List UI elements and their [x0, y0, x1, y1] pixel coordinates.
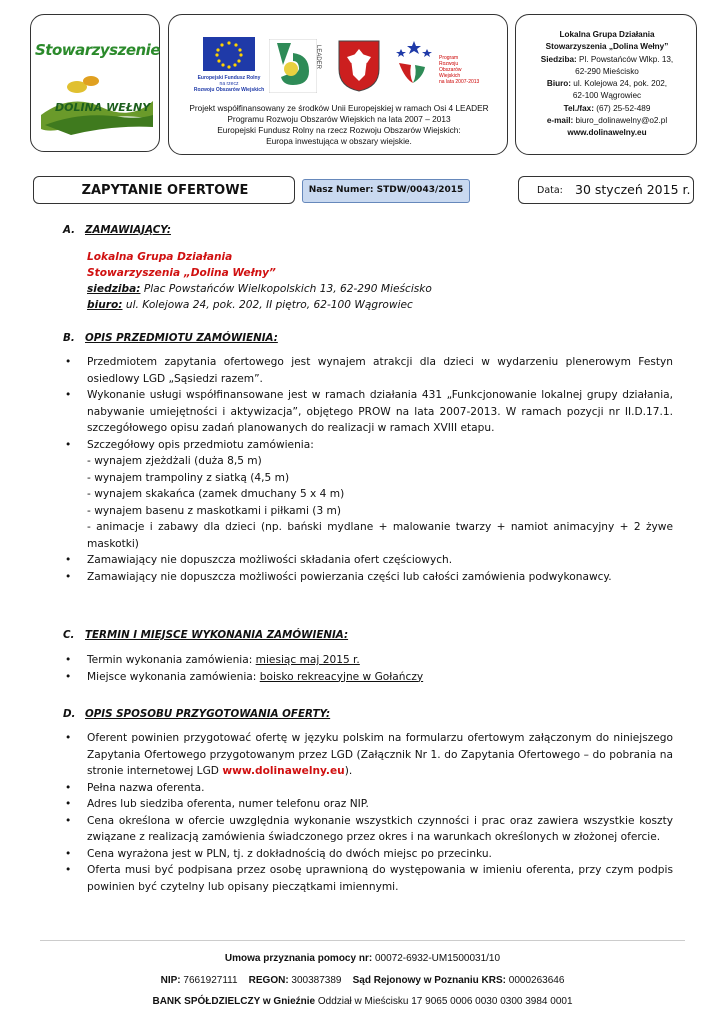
document-title: ZAPYTANIE OFERTOWE [81, 183, 249, 198]
list-item: • Zamawiający nie dopuszcza możliwości powierzania części lub całości zamówienia podwykonawcy. [63, 569, 673, 586]
eu-flag-icon [203, 37, 255, 71]
section-title: OPIS SPOSOBU PRZYGOTOWANIA OFERTY: [85, 708, 331, 720]
funding-line: Programu Rozwoju Obszarów Wiejskich na lata 2007 – 2013 [227, 114, 451, 124]
offer-text-end: ). [344, 765, 353, 777]
contact-email-value[interactable]: biuro_dolinawelny@o2.pl [573, 116, 668, 126]
footer-line-1 [0, 953, 725, 964]
contact-seat-label: Siedziba: [540, 54, 577, 64]
section-letter: B. [63, 332, 75, 344]
client-seat-label: siedziba: [87, 283, 141, 295]
logo-graphic [31, 15, 159, 151]
section-d-list [63, 730, 673, 895]
list-item: • Pełna nazwa oferenta. [63, 780, 673, 797]
contact-seat-value2: 62-290 Mieścisko [575, 66, 639, 76]
funding-line: Europejski Fundusz Rolny na rzecz Rozwoju Obszarów Wiejskich: [217, 125, 461, 135]
footer-line-2 [0, 975, 725, 986]
eu-label-3: Rozwoju Obszarów Wiejskich [193, 87, 265, 93]
term-label: Termin wykonania zamówienia: [87, 654, 256, 666]
eu-label-1: Europejski Fundusz Rolny [197, 75, 261, 81]
footer-line-3 [0, 996, 725, 1007]
contact-office-label: Biuro: [546, 79, 572, 89]
section-title: ZAMAWIAJĄCY: [85, 224, 171, 236]
program-label-3: Obszarów [439, 67, 462, 73]
contact-org2: Stowarzyszenia „Dolina Wełny” [545, 42, 669, 52]
contact-seat-value: Pl. Powstańców Wlkp. 13, [576, 54, 674, 64]
list-subitem: - wynajem zjeżdżali (duża 8,5 m) [87, 455, 262, 467]
client-org1: Lokalna Grupa Działania [87, 251, 233, 263]
prow-logo-icon [391, 39, 437, 85]
logo-box [30, 14, 160, 152]
contact-tel-value: (67) 25-52-489 [593, 103, 651, 113]
list-item [63, 669, 673, 686]
list-subitem: - wynajem trampoliny z siatką (4,5 m) [87, 471, 290, 484]
coat-of-arms-icon [337, 39, 381, 93]
eu-label-2: na rzecz [219, 81, 239, 87]
section-letter: A. [63, 224, 76, 236]
client-office [87, 297, 413, 314]
program-label-1: Program [439, 55, 459, 61]
document-number: Nasz Numer: STDW/0043/2015 [308, 185, 464, 195]
section-letter: D. [63, 708, 76, 720]
contact-tel-label: Tel./fax: [563, 103, 594, 113]
number-box [302, 179, 470, 203]
place-label: Miejsce wykonania zamówienia: [87, 670, 260, 683]
agreement-value: 00072-6932-UM1500031/10 [372, 953, 501, 964]
contact-org1: Lokalna Grupa Działania [559, 30, 655, 39]
krs-value: 0000263646 [505, 975, 565, 986]
list-item-intro: • Szczegółowy opis przedmiotu zamówienia: [87, 438, 314, 451]
contact-email-label: e-mail: [546, 116, 574, 126]
funding-text [169, 103, 509, 147]
contact-block [516, 29, 698, 140]
title-box [33, 176, 295, 204]
list-item: • Zamawiający nie dopuszcza możliwości składania ofert częściowych. [63, 552, 673, 569]
list-item: • Cena określona w ofercie uwzględnia wykonanie wszystkich czynności i prac oraz zawiera wszystkie koszty związane z realizacją zamówienia świadczonego przez okres i na warunkach określonych w złożonej ofercie. [63, 813, 673, 846]
nip-value: 7661927111 [180, 975, 238, 986]
date-box [518, 176, 694, 204]
footer-divider [40, 940, 685, 941]
list-item: • Adres lub siedziba oferenta, numer telefonu oraz NIP. [63, 796, 673, 813]
list-item: • Przedmiotem zapytania ofertowego jest wynajem atrakcji dla dzieci w wydarzeniu plenerowym Festyn osiedlowy LGD „Sąsiedzi razem”. [63, 354, 673, 387]
client-seat [87, 281, 432, 298]
regon-label: REGON: [248, 975, 289, 986]
agreement-label: Umowa przyznania pomocy nr: [224, 953, 373, 964]
list-item [63, 730, 673, 780]
section-d-heading [63, 708, 330, 720]
funding-line: Projekt współfinansowany ze środków Unii Europejskiej w ramach Osi 4 LEADER [189, 103, 489, 113]
section-title: OPIS PRZEDMIOTU ZAMÓWIENIA: [85, 332, 278, 344]
funding-box [168, 14, 508, 155]
section-b-heading [63, 332, 278, 344]
program-label-4: Wiejskich [439, 73, 461, 79]
program-label-5: na lata 2007-2013 [439, 79, 480, 85]
leader-logo-icon [269, 39, 317, 93]
section-c-list [63, 652, 673, 685]
leader-label: LEADER [315, 45, 321, 70]
logo-line2: DOLINA WEŁNY [55, 101, 151, 114]
list-subitem: - animacje i zabawy dla dzieci (np. bański mydlane + malowanie twarzy + namiot animacyjny + 2 żywe maskotki) [87, 521, 673, 550]
client-office-label: biuro: [87, 299, 123, 311]
section-c-heading [63, 629, 348, 641]
contact-office-value: ul. Kolejowa 24, pok. 202, [571, 79, 668, 89]
list-item: • Oferta musi być podpisana przez osobę uprawnioną do występowania w imieniu oferenta, przy czym podpis powinien być czytelny lub opisany pieczątkami imiennymi. [63, 862, 673, 895]
date-label: Data: [537, 185, 563, 196]
list-item [63, 437, 673, 553]
list-subitem: - wynajem skakańca (zamek dmuchany 5 x 4 m) [87, 488, 345, 500]
section-title: TERMIN I MIEJSCE WYKONANIA ZAMÓWIENIA: [85, 629, 349, 641]
program-label-2: Rozwoju [439, 61, 459, 67]
client-org2: Stowarzyszenia „Dolina Wełny” [87, 267, 276, 279]
list-subitem: - wynajem basenu z maskotkami i piłkami (3 m) [87, 504, 342, 517]
client-office-value: ul. Kolejowa 24, pok. 202, II piętro, 62-100 Wągrowiec [122, 299, 413, 311]
logo-line1: Stowarzyszenie [35, 41, 160, 59]
section-letter: C. [63, 629, 75, 641]
date-value: 30 styczeń 2015 r. [575, 182, 691, 197]
krs-label: Sąd Rejonowy w Poznaniu KRS: [352, 975, 506, 986]
bank-value: Oddział w Mieścisku 17 9065 0006 0030 0300 3984 0001 [315, 996, 573, 1007]
regon-value: 300387389 [288, 975, 342, 986]
term-value: miesiąc maj 2015 r. [255, 654, 360, 666]
place-value: boisko rekreacyjne w Gołańczy [259, 670, 424, 683]
contact-www-link[interactable]: www.dolinawelny.eu [567, 128, 647, 138]
funding-line: Europa inwestująca w obszary wiejskie. [266, 136, 412, 146]
contact-box [515, 14, 697, 155]
list-item: • Wykonanie usługi współfinansowane jest w ramach działania 431 „Funkcjonowanie lokalnej grupy działania, nabywanie umiejętności i aktywizacja”, objętego PROW na lata 2007-2013. W ramach pozycji nr II.D.17.1. szczegółowego opisu zadań planowanych do realizacji w ramach XVIII etapu. [63, 387, 673, 437]
client-seat-value: Plac Powstańców Wielkopolskich 13, 62-290 Mieścisko [140, 283, 432, 295]
section-b-list [63, 354, 673, 585]
section-a-heading [63, 224, 171, 236]
list-item [63, 652, 673, 669]
list-item: • Cena wyrażona jest w PLN, tj. z dokładnością do dwóch miejsc po przecinku. [63, 846, 673, 863]
bank-label: BANK SPÓŁDZIELCZY w Gnieźnie [152, 996, 316, 1007]
contact-office-value2: 62-100 Wągrowiec [572, 91, 642, 101]
offer-text: Oferent powinien przygotować ofertę w języku polskim na formularzu ofertowym załączonym do niniejszego Zapytania Ofertowego przygotowanym przez LGD (Załącznik Nr 1. do Zapytania Ofertowego – do pobrania na stronie internetowej LGD [87, 732, 673, 777]
nip-label: NIP: [160, 975, 181, 986]
website-link[interactable]: www.dolinawelny.eu [222, 765, 345, 777]
